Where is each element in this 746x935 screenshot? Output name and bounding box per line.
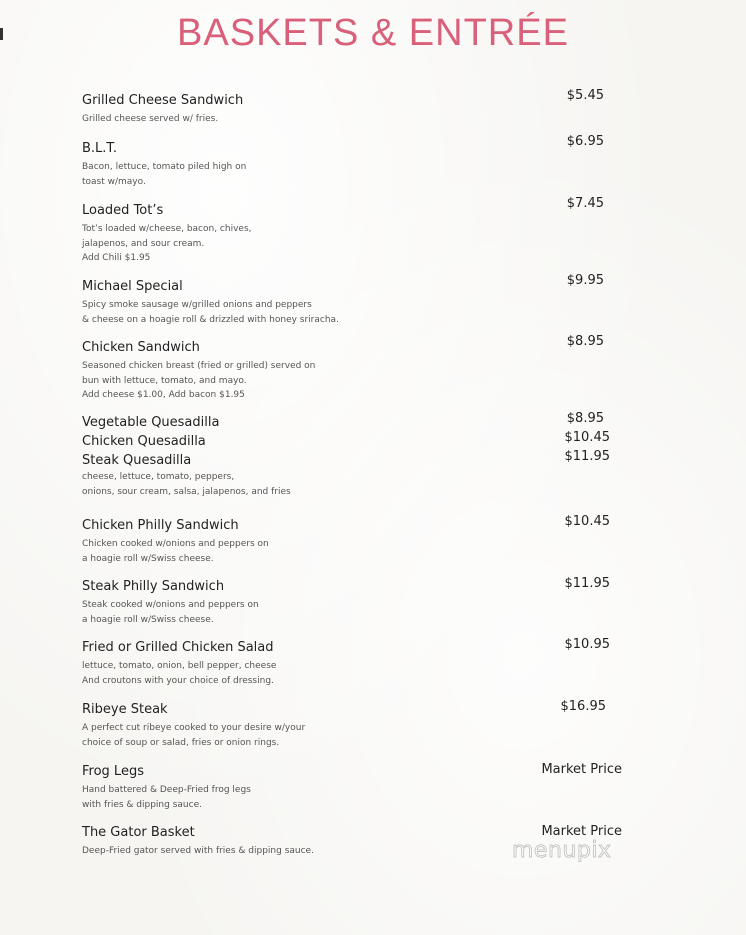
item-description: lettuce, tomato, onion, bell pepper, cheese And croutons with your choice of dressing. — [82, 661, 277, 686]
item-name: The Gator Basket — [82, 825, 195, 840]
item-name: Steak Quesadilla — [82, 453, 192, 468]
item-price: $8.95 — [566, 334, 604, 349]
item-price: $7.45 — [566, 196, 604, 211]
item-description: cheese, lettuce, tomato, peppers, onions, sour cream, salsa, jalapenos, and fries — [82, 472, 291, 497]
item-description: Tot’s loaded w/cheese, bacon, chives, jalapenos, and sour cream. Add Chili $1.95 — [82, 224, 252, 263]
item-name: Loaded Tot’s — [82, 203, 164, 218]
item-description: A perfect cut ribeye cooked to your desire w/your choice of soup or salad, fries or onion rings. — [82, 723, 306, 748]
item-price: $11.95 — [564, 449, 610, 464]
item-description: Spicy smoke sausage w/grilled onions and peppers & cheese on a hoagie roll & drizzled with honey sriracha. — [82, 300, 339, 325]
item-description: Hand battered & Deep-Fried frog legs with fries & dipping sauce. — [82, 785, 251, 810]
item-name: Vegetable Quesadilla — [82, 415, 220, 430]
item-price: $5.45 — [566, 88, 604, 103]
item-price: $11.95 — [564, 576, 610, 591]
item-price: $9.95 — [566, 273, 604, 288]
item-name: Frog Legs — [82, 764, 144, 779]
item-name: Grilled Cheese Sandwich — [82, 93, 244, 108]
item-description: Seasoned chicken breast (fried or grilled) served on bun with lettuce, tomato, and mayo. Add cheese $1.00, Add bacon $1.95 — [82, 361, 316, 400]
menu-title: BASKETS & ENTRÉE — [177, 12, 569, 54]
item-price: $8.95 — [566, 411, 604, 426]
item-description: Deep-Fried gator served with fries & dipping sauce. — [82, 846, 314, 856]
item-name: Steak Philly Sandwich — [82, 579, 225, 594]
item-name: Fried or Grilled Chicken Salad — [82, 640, 274, 655]
item-price: $10.45 — [564, 514, 610, 529]
item-name: Ribeye Steak — [82, 702, 168, 717]
item-name: Chicken Quesadilla — [82, 434, 206, 449]
item-price: $10.95 — [564, 637, 610, 652]
item-price: $16.95 — [560, 699, 606, 714]
item-description: Steak cooked w/onions and peppers on a hoagie roll w/Swiss cheese. — [82, 600, 259, 625]
item-name: Chicken Sandwich — [82, 340, 200, 355]
item-name: B.L.T. — [82, 141, 117, 156]
item-price: $6.95 — [566, 134, 604, 149]
watermark-logo: menupix — [512, 838, 612, 863]
item-price: Market Price — [541, 824, 622, 839]
item-description: Chicken cooked w/onions and peppers on a hoagie roll w/Swiss cheese. — [82, 539, 269, 564]
item-name: Chicken Philly Sandwich — [82, 518, 239, 533]
item-name: Michael Special — [82, 279, 183, 294]
item-price: $10.45 — [564, 430, 610, 445]
item-description: Bacon, lettuce, tomato piled high on toast w/mayo. — [82, 162, 247, 187]
item-price: Market Price — [541, 762, 622, 777]
item-description: Grilled cheese served w/ fries. — [82, 114, 219, 124]
